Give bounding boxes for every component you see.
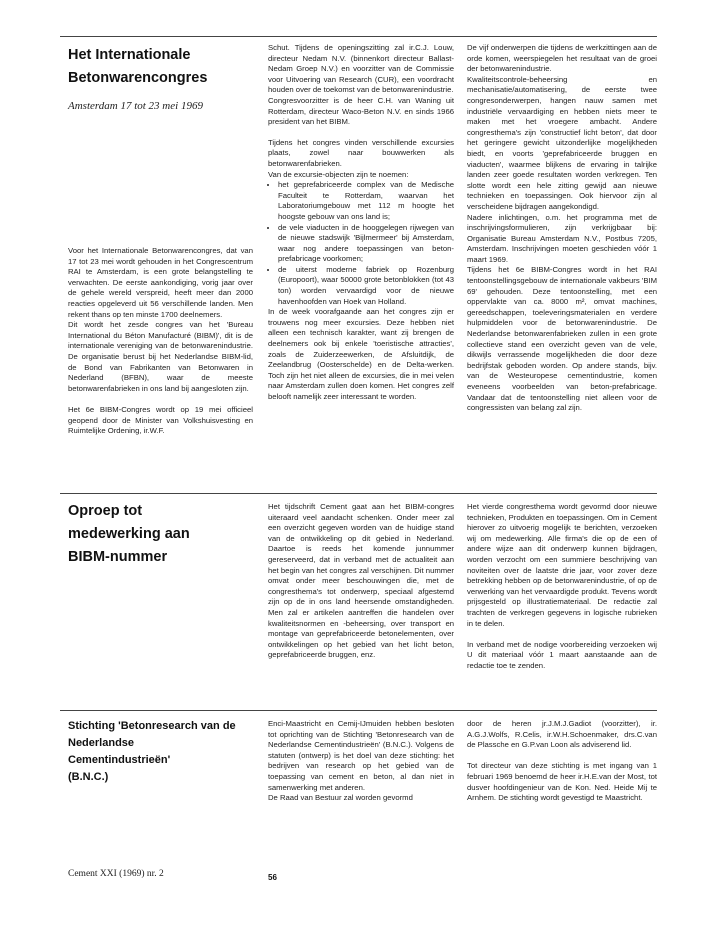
title-line: (B.N.C.) <box>68 771 109 783</box>
article-column-2 <box>268 43 454 403</box>
journal-reference: Cement XXI (1969) nr. 2 <box>68 869 164 879</box>
article-column-2 <box>268 719 454 804</box>
article-column-1 <box>68 246 253 437</box>
paragraph: Het vierde congresthema wordt gevormd door nieuwe technieken, Produkten en toepassingen. Om in Cement hierover zo uitvoerig mogelijk te berichten, verzoeken wij om medewerking. Alle firma's die op de een of andere wijze aan dit onderwerp kunnen bijdragen, worden verzocht om een summiere beschrijving van noviteiten over de laatste drie jaar, voor zover deze betrekking hebben op de betonwarenindustrie, of op de verwerking van het vervaardigde produkt. Tevens wordt prijsgesteld op illustratiemateriaal. De redactie zal trachten de verkregen gegevens in logische rubrieken in te delen. <box>467 502 657 628</box>
title-line: Betonwarencongres <box>68 70 208 86</box>
paragraph: Van de excursie-objecten zijn te noemen: <box>268 169 409 179</box>
paragraph: door de heren jr.J.M.J.Gadiot (voorzitter), ir. A.G.J.Wolfs, R.Celis, ir.W.H.Schoenmaker, drs.C.van de Plassche en G.P.van Loon als adviserend lid. <box>467 719 657 750</box>
excursion-list <box>268 180 454 307</box>
list-item: • de vele viaducten in de hooggelegen rijwegen van de nieuwe stadswijk 'Bijlmermeer' bij Amsterdam, waar nog andere toepassingen van beton-prefabricage voorkomen; <box>278 223 454 265</box>
paragraph: Kwaliteitscontrole-beheersing en mechanisatie/automatisering, de eerste twee congresonderwerpen, hangen nauw samen met industriële vervaardiging en hebben niets meer te maken met het vroegere ambacht. Andere congresthema's zijn 'constructief licht beton', dat door het geringere gewicht uitzonderlijke mogelijkheden biedt, en voorts 'geprefabriceerde bruggen en viaducten', waarmee blijkens de ervaring in talrijke landen zeer goede resultaten worden verkregen. Ten slotte wordt een hele zitting gewijd aan nieuwe technieken en toepassingen. Ook hiervoor zijn al verscheidene bijdragen aangekondigd. <box>467 74 657 211</box>
paragraph: De vijf onderwerpen die tijdens de werkzittingen aan de orde komen, weerspiegelen het resultaat van de groei der betonwarenindustrie. <box>467 43 657 74</box>
paragraph: Congresvoorzitter is de heer C.H. van Waning uit Rotterdam, directeur Waco-Beton N.V. en sinds 1966 president van het BIBM. <box>268 95 454 127</box>
list-item: • het geprefabriceerde complex van de Medische Faculteit te Rotterdam, waarvan het Laboratoriumgebouw met 112 m hoogte het hoogste gebouw van ons land is; <box>278 180 454 222</box>
title-line: BIBM-nummer <box>68 549 168 565</box>
paragraph: Voor het Internationale Betonwarencongres, dat van 17 tot 23 mei wordt gehouden in het Congrescentrum RAI te Amsterdam, is een grote belangstelling te verwachten. De eerste aankondiging, vorig jaar over de gehele wereld verspreid, heeft meer dan 2000 reacties opgeleverd uit 56 verschillende landen. Men rekent thans op ten minste 1700 deelnemers. <box>68 246 253 319</box>
title-line: medewerking aan <box>68 526 190 542</box>
article-title <box>68 500 248 569</box>
article-title <box>68 718 258 786</box>
article-column-3 <box>467 43 657 414</box>
paragraph: In de week voorafgaande aan het congres zijn er trouwens nog meer excursies. Deze hebben niet alleen een technisch karakter, want zij brengen de deelnemers ook bij enkele 'toeristische attracties', zoals de Zuiderzeewerken, de Afsluitdijk, de Zeelandbrug (Oosterschelde) en de Delta-werken. Toch zijn het niet alleen de excursies, die in mei velen naar Amsterdam zullen doen komen. Het congres zelf belooft namelijk zeer interessant te worden. <box>268 307 454 401</box>
paragraph: Nadere inlichtingen, o.m. het programma met de inschrijvingsformulieren, zijn verkrijgbaar bij: Organisatie Bureau Amsterdam N.V., Postbus 7205, Amsterdam. Inschrijvingen moeten geschieden vóór 1 maart 1969. <box>467 212 657 264</box>
section-divider-middle <box>60 493 657 494</box>
paragraph: Tijdens het congres vinden verschillende excursies plaats, zowel naar bouwwerken als betonwarenfabrieken. <box>268 137 454 168</box>
paragraph: Enci-Maastricht en Cemij-IJmuiden hebben besloten tot oprichting van de Stichting 'Betonresearch van de Nederlandse Cementindustrieën' (B.N.C.). Volgens de statuten (ontwerp) is het doel van deze stichting: het bedrijven van research op het gebied van de toepassing van cement en beton, al dan niet in samenwerking met anderen. <box>268 719 454 792</box>
article-column-3 <box>467 719 657 804</box>
title-line: Stichting 'Betonresearch van de <box>68 720 236 732</box>
article-column-3 <box>467 502 657 672</box>
paragraph: Het tijdschrift Cement gaat aan het BIBM-congres uiteraard veel aandacht schenken. Onder meer zal een overzicht gegeven worden van de huidige stand van de ontwikkeling op dit gebied in Nederland. Daartoe is reeds het komende junnummer gereserveerd, dat in verband met de actualiteit aan het begin van het congres zal verschijnen. Dit nummer omvat onder meer beschouwingen die, met de congresthema's tot onderwerp, speciaal afgestemd zijn op de in ons land heersende omstandigheden. Men zal er artikelen aantreffen die handelen over kwaliteitsnormen en -beheersing, over transport en montage van geprefabriceerde betonelementen, over ontwikkelingen op het gebied van het licht beton, geprefabriceerde bruggen, enz. <box>268 502 454 660</box>
title-line: Nederlandse <box>68 737 135 749</box>
paragraph: De Raad van Bestuur zal worden gevormd <box>268 793 413 803</box>
title-line: Oproep tot <box>68 503 143 519</box>
paragraph: Tijdens het 6e BIBM-Congres wordt in het RAI tentoonstellingsgebouw de internationale vakbeurs 'BIM 69' gehouden. Deze tentoonstelling, met een oppervlakte van ca. 8000 m², omvat machines, gereedschappen, toeleveringsmaterialen en verdere hulpmiddelen voor de betonwarenindustrie. De Nederlandse betonwarenfabrieken zullen in een grote collectieve stand een overzicht geven van de vele, dikwijls verrassende mogelijkheden die door deze bedrijfstak geboden worden. Op andere stands, bijv. van de Westeuropese cementindustrie, komen eveneens voorbeelden van beton-prefabricage. Vandaar dat de tentoonstelling niet alleen voor de congressisten van belang zal zijn. <box>467 265 657 413</box>
section-divider-top <box>60 36 657 37</box>
paragraph: In verband met de nodige voorbereiding verzoeken wij U dit materiaal vóór 1 maart aanstaande aan de redactie toe te zenden. <box>467 639 657 670</box>
article-subtitle: Amsterdam 17 tot 23 mei 1969 <box>68 100 203 112</box>
list-item: • de uiterst moderne fabriek op Rozenburg (Europoort), waar 50000 grote betonblokken (tot 43 ton) worden vervaardigd voor de nieuwe havenhoofden van Hoek van Holland. <box>278 265 454 307</box>
article-column-2 <box>268 502 454 661</box>
paragraph: Het 6e BIBM-Congres wordt op 19 mei officieel geopend door de Minister van Volkshuisvesting en Ruimtelijke Ordening, ir.W.F. <box>68 404 253 436</box>
paragraph: Schut. Tijdens de openingszitting zal ir.C.J. Louw, directeur Nedam N.V. (binnenkort directeur Ballast-Nedam Groep N.V.) en voorzitter van de Commissie voor Uitvoering van Research (CUR), een voordracht houden over de toekomst van de betonwarenindustrie. <box>268 43 454 95</box>
paragraph: Dit wordt het zesde congres van het 'Bureau International du Béton Manufacturé (BIBM)', dit is de internationale vereniging van de betonwarenindustrie. De organisatie berust bij het Nederlandse BIBM-lid, de Bond van Fabrikanten van Betonwaren in Nederland (BFBN), waar de meeste betonwarenfabrieken in ons land bij aangesloten zijn. <box>68 320 253 393</box>
page-number: 56 <box>268 873 277 882</box>
title-line: Cementindustrieën' <box>68 754 171 766</box>
paragraph: Tot directeur van deze stichting is met ingang van 1 februari 1969 benoemd de heer ir.H.E.van der Most, tot dusver hoofdingenieur van de Kon. Ned. Heide Mij te Arnhem. De stichting wordt gevestigd te Maastricht. <box>467 761 657 803</box>
title-line: Het Internationale <box>68 47 191 63</box>
section-divider-bottom <box>60 710 657 711</box>
article-title <box>68 44 248 90</box>
